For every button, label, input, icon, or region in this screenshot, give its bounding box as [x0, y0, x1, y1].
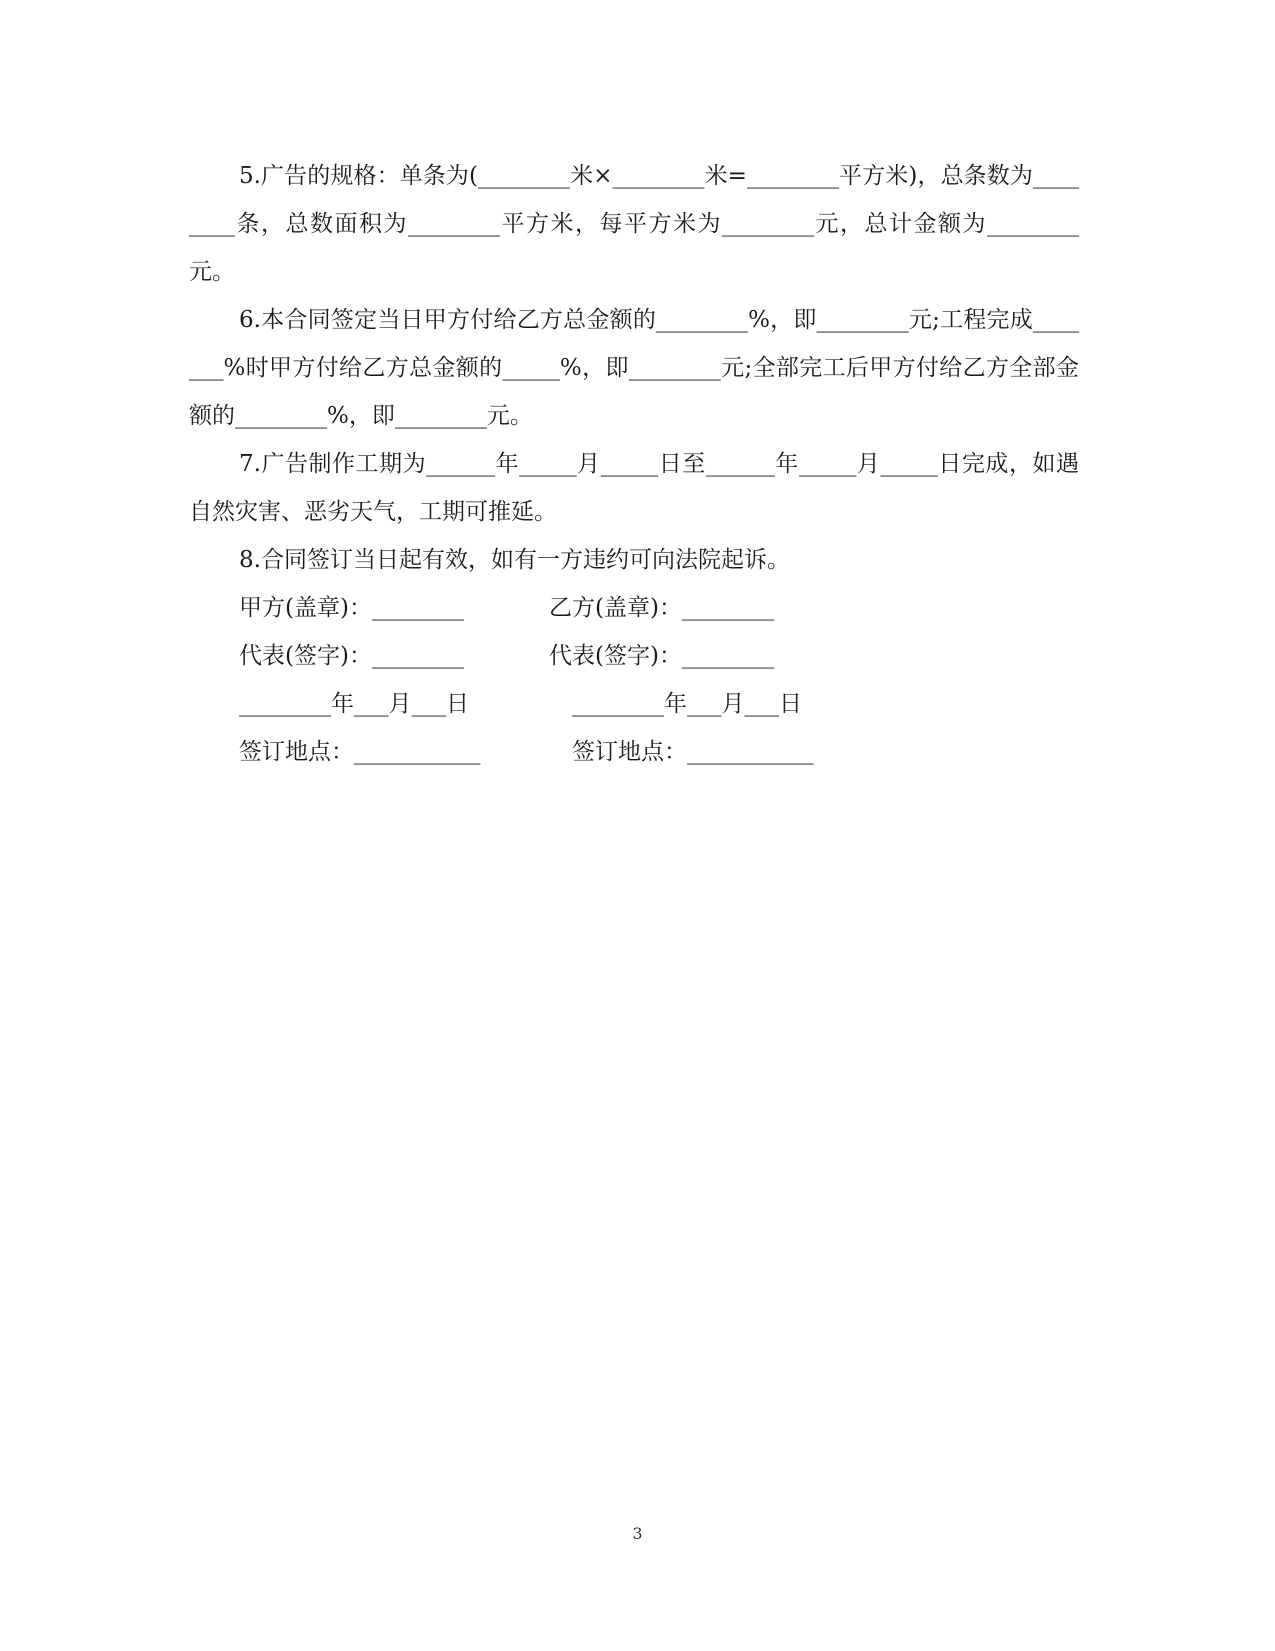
- party-a-rep-sign-field: 代表(签字)：________: [239, 643, 464, 669]
- clause-7: 7.广告制作工期为______年_____月_____日至______年_____月_____日完成，如遇自然灾害、恶劣天气，工期可推延。: [189, 451, 1079, 525]
- contract-body: [189, 152, 1079, 776]
- party-a-seal-field: 甲方(盖章)：________: [239, 595, 464, 621]
- date-row: [189, 680, 1079, 728]
- clause-5: 5.广告的规格：单条为(________米×________米=________平方米)，总条数为________条，总数面积为________平方米，每平方米为________元，总计金额为________元。: [189, 163, 1079, 285]
- party-b-date-field: ________年___月___日: [572, 691, 802, 717]
- page-number: 3: [632, 1524, 643, 1543]
- representative-row: [189, 632, 1079, 680]
- party-a-place-field: 签订地点：___________: [239, 739, 481, 765]
- seal-row: [189, 584, 1079, 632]
- party-a-date-field: ________年___月___日: [239, 691, 469, 717]
- party-b-seal-field: 乙方(盖章)：________: [549, 595, 774, 621]
- party-b-place-field: 签订地点：___________: [572, 739, 814, 765]
- place-row: [189, 728, 1079, 776]
- clause-6: 6.本合同签定当日甲方付给乙方总金额的________%，即________元;工程完成_______%时甲方付给乙方总金额的_____%，即________元;全部完工后甲方付给乙方全部金额的________%，即________元。: [189, 307, 1079, 429]
- clause-8: 8.合同签订当日起有效，如有一方违约可向法院起诉。: [239, 547, 790, 573]
- party-b-rep-sign-field: 代表(签字)：________: [549, 643, 774, 669]
